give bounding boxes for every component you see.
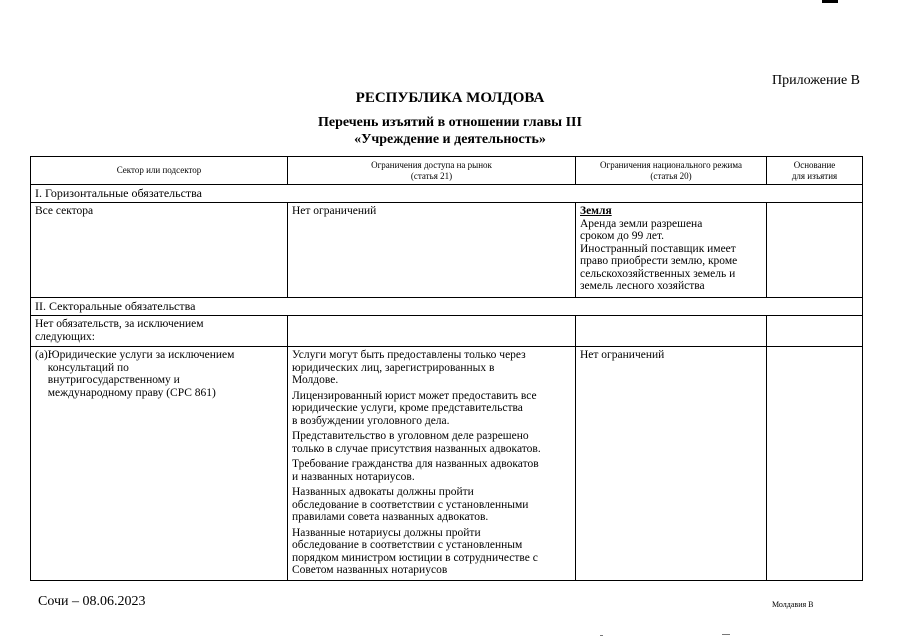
text-line: Требование гражданства для названных адвокатов bbox=[292, 458, 539, 470]
footer-annex-label: Молдавия В bbox=[772, 600, 814, 609]
text-line: порядком министром юстиции в сотрудничестве с bbox=[292, 551, 538, 564]
text-line: земель лесного хозяйства bbox=[580, 280, 705, 292]
text-line: право приобрести землю, кроме bbox=[580, 255, 738, 267]
column-header-national-treatment bbox=[576, 157, 767, 185]
paragraph bbox=[292, 527, 571, 577]
text-line: юридических лиц, зарегистрированных в bbox=[292, 361, 495, 374]
column-header-line: Сектор или подсектор bbox=[116, 165, 202, 175]
column-header-line: Основание bbox=[793, 159, 836, 170]
table-row bbox=[31, 316, 863, 347]
basis-cell bbox=[767, 203, 863, 298]
text-line: Представительство в уголовном деле разрешено bbox=[292, 430, 529, 442]
market-access-cell: Нет ограничений bbox=[288, 203, 576, 298]
text-line: юридические услуги, кроме представительства bbox=[292, 402, 523, 414]
basis-cell bbox=[767, 347, 863, 581]
market-access-cell bbox=[288, 347, 576, 581]
paragraph bbox=[292, 486, 571, 524]
text-line: в возбуждении уголовного дела. bbox=[292, 414, 450, 427]
basis-cell bbox=[767, 316, 863, 347]
text-line: консультаций по bbox=[47, 361, 129, 374]
text-line: следующих: bbox=[35, 330, 95, 343]
text-line: Лицензированный юрист может предоставить все bbox=[292, 389, 537, 402]
table-row bbox=[31, 347, 863, 581]
exemptions-table bbox=[30, 156, 863, 581]
national-treatment-cell bbox=[576, 316, 767, 347]
text-line: Иностранный поставщик имеет bbox=[580, 242, 736, 255]
column-header-line: для изъятия bbox=[791, 170, 838, 181]
text-line: Названных адвокаты должны пройти bbox=[292, 486, 474, 498]
document-title-line-2: «Учреждение и деятельность» bbox=[354, 132, 546, 147]
column-header-line: Ограничения национального режима bbox=[600, 159, 742, 170]
text-line: международному праву (СРС 861) bbox=[47, 386, 216, 399]
text-line: только в случае присутствия названных адвокатов. bbox=[292, 442, 541, 455]
sector-cell bbox=[31, 316, 288, 347]
annex-label: Приложение В bbox=[772, 73, 860, 88]
sector-cell bbox=[31, 347, 288, 581]
text-line: Советом названных нотариусов bbox=[292, 564, 448, 576]
section-row-horizontal bbox=[31, 185, 863, 203]
text-line: правилами совета названных адвокатов. bbox=[292, 511, 489, 523]
text-line: Нет обязательств, за исключением bbox=[35, 318, 204, 330]
column-header-basis bbox=[767, 157, 863, 185]
text-line: Названные нотариусы должны пройти bbox=[292, 526, 481, 539]
country-heading: РЕСПУБЛИКА МОЛДОВА bbox=[355, 90, 545, 106]
text-line: обследование в соответствии с установленными bbox=[292, 498, 529, 511]
table-row bbox=[31, 203, 863, 298]
section-row-sectoral bbox=[31, 298, 863, 316]
section-heading: II. Секторальные обязательства bbox=[31, 298, 863, 316]
text-line: Аренда земли разрешена bbox=[580, 217, 703, 230]
section-heading: I. Горизонтальные обязательства bbox=[31, 185, 863, 203]
column-header-line: (статья 20) bbox=[650, 170, 692, 181]
column-header-sector bbox=[31, 157, 288, 185]
table-header-row bbox=[31, 157, 863, 185]
national-treatment-cell: Нет ограничений bbox=[576, 347, 767, 581]
column-header-market-access bbox=[288, 157, 576, 185]
text-line: сельскохозяйственных земель и bbox=[580, 267, 736, 280]
document-title-line-1: Перечень изъятий в отношении главы III bbox=[318, 115, 582, 130]
paragraph bbox=[292, 349, 571, 387]
text-line: Услуги могут быть предоставлены только через bbox=[292, 349, 526, 361]
text-line: и названных нотариусов. bbox=[292, 470, 415, 483]
text-line: обследование в соответствии с установленным bbox=[292, 539, 523, 551]
scan-mark bbox=[822, 0, 838, 3]
text-line: сроком до 99 лет. bbox=[580, 230, 665, 242]
scan-speck bbox=[600, 635, 603, 636]
column-header-line: Ограничения доступа на рынок bbox=[371, 159, 492, 170]
text-line: Молдове. bbox=[292, 374, 339, 386]
paragraph bbox=[292, 430, 571, 455]
paragraph bbox=[292, 458, 571, 483]
paragraph bbox=[292, 390, 571, 428]
market-access-cell bbox=[288, 316, 576, 347]
sector-cell: Все сектора bbox=[31, 203, 288, 298]
item-marker: (a) bbox=[35, 349, 48, 361]
footer-place-date: Сочи – 08.06.2023 bbox=[38, 594, 146, 609]
scan-speck bbox=[722, 634, 730, 635]
text-line: Юридические услуги за исключением bbox=[47, 349, 235, 361]
land-heading: Земля bbox=[580, 205, 612, 217]
text-line: внутригосударственному и bbox=[47, 374, 180, 386]
column-header-line: (статья 21) bbox=[410, 170, 453, 181]
national-treatment-cell bbox=[576, 203, 767, 298]
